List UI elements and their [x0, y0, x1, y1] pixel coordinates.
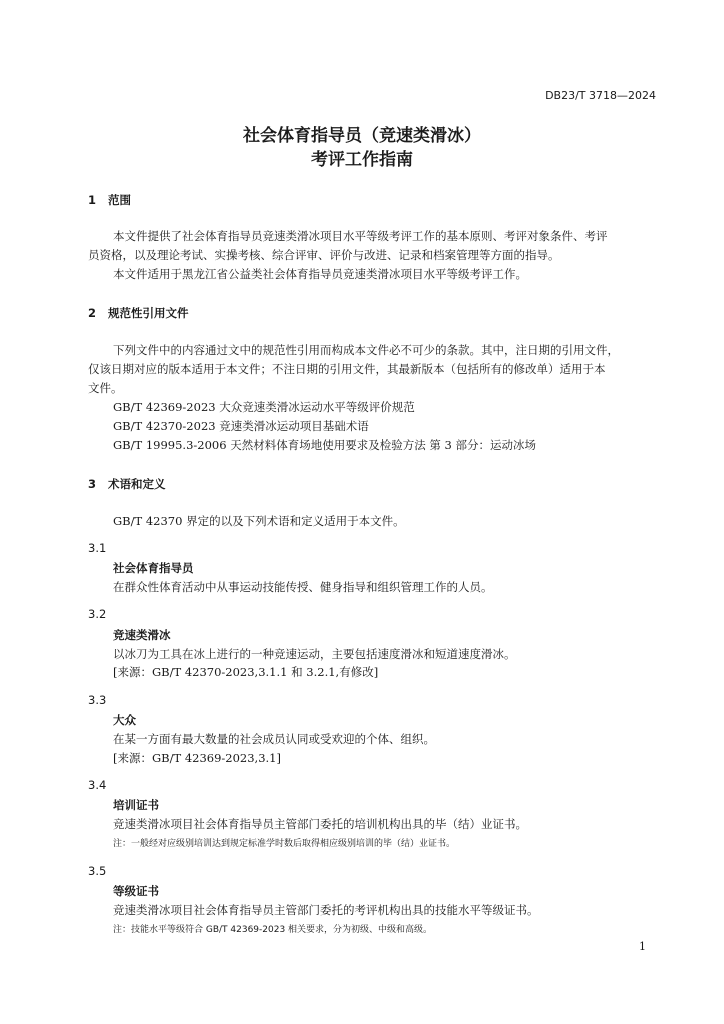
paragraph-line: 本文件提供了社会体育指导员竞速类滑冰项目水平等级考评工作的基本原则、考评对象条件、考评	[113, 229, 608, 243]
paragraph-line: 员资格，以及理论考试、实操考核、综合评审、评价与改进、记录和档案管理等方面的指导。	[88, 248, 560, 262]
term-definition: 在群众性体育活动中从事运动技能传授、健身指导和组织管理工作的人员。	[113, 580, 493, 594]
paragraph-line: 仅该日期对应的版本适用于本文件；不注日期的引用文件，其最新版本（包括所有的修改单）适用于本	[88, 362, 606, 376]
section-title: 规范性引用文件	[108, 306, 189, 320]
term-source: [来源：GB/T 42370-2023,3.1.1 和 3.2.1,有修改]	[113, 665, 379, 679]
term-number: 3.3	[88, 693, 107, 707]
standard-number: DB23/T 3718—2024	[545, 89, 656, 102]
term-number: 3.1	[88, 541, 107, 555]
paragraph-line: GB/T 42370 界定的以及下列术语和定义适用于本文件。	[113, 514, 405, 528]
term-number: 3.2	[88, 607, 107, 621]
term-source: [来源：GB/T 42369-2023,3.1]	[113, 751, 281, 765]
term-name: 竞速类滑冰	[113, 628, 171, 642]
section-2-heading	[88, 305, 189, 321]
term-note: 注：技能水平等级符合 GB/T 42369-2023 相关要求，分为初级、中级和高级。	[113, 925, 433, 935]
term-definition: 在某一方面有最大数量的社会成员认同或受欢迎的个体、组织。	[113, 732, 435, 746]
term-note: 注：一般经对应级别培训达到规定标准学时数后取得相应级别培训的毕（结）业证书。	[113, 839, 456, 849]
term-definition: 竞速类滑冰项目社会体育指导员主管部门委托的培训机构出具的毕（结）业证书。	[113, 817, 527, 831]
document-title-line1: 社会体育指导员（竞速类滑冰）	[243, 126, 481, 146]
paragraph-line: 下列文件中的内容通过文中的规范性引用而构成本文件必不可少的条款。其中，注日期的引用文件，	[113, 343, 619, 357]
section-title: 范围	[108, 193, 131, 207]
reference-item: GB/T 42369-2023 大众竞速类滑冰运动水平等级评价规范	[113, 400, 415, 414]
term-definition: 以冰刀为工具在冰上进行的一种竞速运动，主要包括速度滑冰和短道速度滑冰。	[113, 647, 516, 661]
term-number: 3.5	[88, 864, 107, 878]
document-title-line2: 考评工作指南	[311, 150, 413, 170]
term-number: 3.4	[88, 778, 107, 792]
section-3-heading	[88, 476, 166, 492]
section-1-heading	[88, 192, 131, 208]
paragraph-line: 本文件适用于黑龙江省公益类社会体育指导员竞速类滑冰项目水平等级考评工作。	[113, 267, 527, 281]
term-name: 大众	[113, 713, 136, 727]
term-name: 社会体育指导员	[113, 561, 194, 575]
section-number: 1	[88, 193, 97, 207]
section-number: 2	[88, 306, 97, 320]
section-number: 3	[88, 477, 97, 491]
page-number: 1	[639, 940, 646, 953]
reference-item: GB/T 19995.3-2006 天然材料体育场地使用要求及检验方法 第 3 部分：运动冰场	[113, 438, 536, 452]
term-definition: 竞速类滑冰项目社会体育指导员主管部门委托的考评机构出具的技能水平等级证书。	[113, 903, 539, 917]
term-name: 培训证书	[113, 798, 159, 812]
paragraph-line: 文件。	[88, 381, 123, 395]
reference-item: GB/T 42370-2023 竞速类滑冰运动项目基础术语	[113, 419, 369, 433]
term-name: 等级证书	[113, 884, 159, 898]
section-title: 术语和定义	[108, 477, 166, 491]
